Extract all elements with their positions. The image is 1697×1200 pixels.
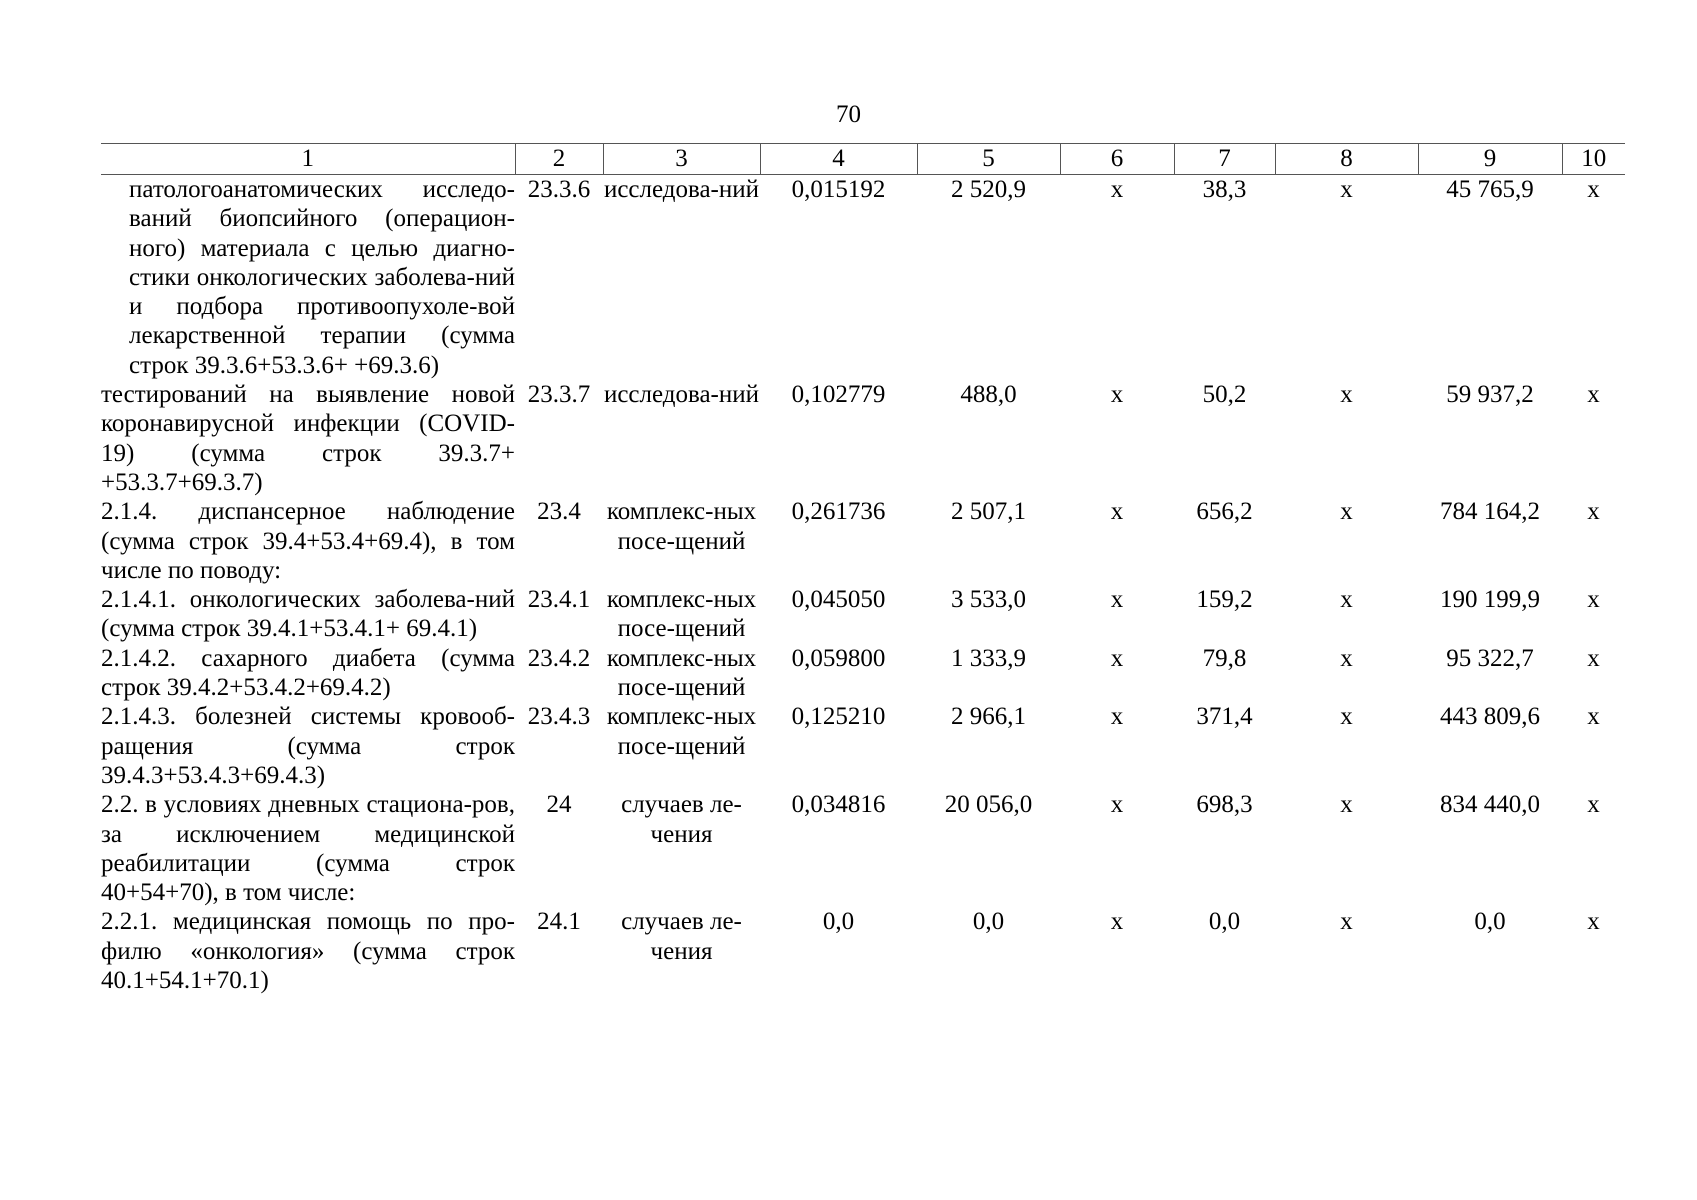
- table-row: [101, 175, 1625, 381]
- row-code: 23.4.1: [527, 586, 591, 614]
- row-name: 2.1.4.3. болезней системы кровооб-ращения (сумма строк 39.4.3+53.4.3+69.4.3): [101, 703, 515, 789]
- column-header: 3: [603, 144, 760, 175]
- cell-col6: х: [1110, 791, 1124, 819]
- table-row: [101, 497, 1625, 585]
- cell-col10: х: [1587, 791, 1600, 819]
- row-unit: комплекс-ных посе-щений: [606, 644, 757, 702]
- column-header: 10: [1562, 144, 1625, 175]
- row-code: 23.3.7: [527, 381, 591, 409]
- cell-col9: 834 440,0: [1440, 791, 1540, 819]
- cell-col6: х: [1110, 498, 1124, 526]
- row-code: 23.4.3: [527, 703, 591, 731]
- row-code: 24: [546, 791, 572, 819]
- row-unit: исследова-ний: [603, 381, 760, 409]
- cell-col8: х: [1340, 176, 1353, 203]
- table-row: [101, 907, 1625, 995]
- cell-col6: х: [1110, 644, 1124, 672]
- cell-col7: 0,0: [1208, 908, 1241, 936]
- column-header: 6: [1060, 144, 1174, 175]
- cell-col5: 1 333,9: [951, 644, 1026, 672]
- row-code: 24.1: [537, 908, 581, 936]
- cell-col8: х: [1340, 381, 1353, 409]
- row-code: 23.4: [537, 498, 581, 526]
- cell-col10: х: [1587, 176, 1600, 203]
- cell-col8: х: [1340, 791, 1353, 819]
- cell-col6: х: [1110, 586, 1124, 614]
- cell-col7: 38,3: [1202, 176, 1247, 203]
- column-header: 8: [1275, 144, 1418, 175]
- row-unit: комплекс-ных посе-щений: [606, 703, 757, 760]
- table-row: [101, 790, 1625, 907]
- page-number: 70: [836, 101, 861, 128]
- cell-col10: х: [1587, 908, 1600, 936]
- cell-col10: х: [1587, 498, 1600, 526]
- row-name: патологоанатомических исследо-ваний биопсийного (операцион-ного) материала с целью диагно-стики онкологических заболева-ний и подбора противоопухоле-вой лекарственной терапии (сумма строк 39.3.6+53.3.6+ +69.3.6): [129, 176, 515, 379]
- cell-col8: х: [1340, 703, 1353, 731]
- row-unit: случаев ле-чения: [621, 791, 742, 848]
- cell-col10: х: [1587, 644, 1600, 672]
- cell-col7: 50,2: [1202, 381, 1247, 409]
- cell-col7: 79,8: [1202, 644, 1247, 672]
- cell-col4: 0,034816: [791, 791, 886, 819]
- cell-col10: х: [1587, 703, 1600, 731]
- cell-col7: 698,3: [1196, 791, 1253, 819]
- cell-col8: х: [1340, 908, 1353, 936]
- cell-col9: 95 322,7: [1446, 644, 1534, 672]
- cell-col5: 2 966,1: [951, 703, 1026, 731]
- row-name: 2.2.1. медицинская помощь по про-филю «онкология» (сумма строк 40.1+54.1+70.1): [101, 908, 515, 995]
- cell-col7: 656,2: [1196, 498, 1253, 526]
- row-name: 2.1.4. диспансерное наблюдение (сумма строк 39.4+53.4+69.4), в том числе по поводу:: [101, 498, 515, 584]
- table-row: [101, 644, 1625, 703]
- row-unit: исследова-ний: [603, 176, 760, 203]
- cell-col10: х: [1587, 586, 1600, 614]
- column-header: 4: [760, 144, 917, 175]
- cell-col6: х: [1110, 908, 1124, 936]
- column-header: 9: [1418, 144, 1562, 175]
- cell-col4: 0,059800: [791, 644, 886, 672]
- row-name: тестирований на выявление новой коронавирусной инфекции (COVID-19) (сумма строк 39.3.7+ +53.3.7+69.3.7): [101, 381, 515, 496]
- cell-col5: 20 056,0: [944, 791, 1033, 819]
- cell-col4: 0,045050: [791, 586, 886, 614]
- row-unit: случаев ле-чения: [621, 908, 742, 965]
- cell-col9: 784 164,2: [1440, 498, 1540, 526]
- data-table: [101, 143, 1625, 995]
- row-code: 23.4.2: [527, 644, 591, 672]
- cell-col9: 190 199,9: [1440, 586, 1540, 614]
- cell-col4: 0,102779: [791, 381, 886, 409]
- table-row: [101, 380, 1625, 497]
- column-header: 5: [917, 144, 1060, 175]
- column-header: 2: [515, 144, 603, 175]
- cell-col4: 0,125210: [791, 703, 886, 731]
- cell-col7: 159,2: [1196, 586, 1253, 614]
- row-code: 23.3.6: [527, 176, 591, 203]
- row-unit: комплекс-ных посе-щений: [606, 498, 757, 555]
- cell-col8: х: [1340, 644, 1353, 672]
- cell-col6: х: [1110, 381, 1124, 409]
- column-number-row: [101, 144, 1625, 175]
- cell-col5: 2 507,1: [951, 498, 1026, 526]
- row-name: 2.1.4.1. онкологических заболева-ний (сумма строк 39.4.1+53.4.1+ 69.4.1): [101, 586, 515, 643]
- cell-col5: 0,0: [972, 908, 1005, 936]
- cell-col5: 3 533,0: [951, 586, 1026, 614]
- row-name: 2.2. в условиях дневных стациона-ров, за исключением медицинской реабилитации (сумма строк 40+54+70), в том числе:: [101, 791, 515, 907]
- cell-col5: 2 520,9: [951, 176, 1026, 203]
- cell-col6: х: [1110, 176, 1124, 203]
- cell-col4: 0,261736: [791, 498, 886, 526]
- cell-col9: 45 765,9: [1446, 176, 1534, 203]
- column-header: 7: [1174, 144, 1275, 175]
- cell-col4: 0,015192: [791, 176, 886, 203]
- cell-col4: 0,0: [822, 908, 855, 936]
- cell-col10: х: [1587, 381, 1600, 409]
- cell-col7: 371,4: [1196, 703, 1253, 731]
- column-header: 1: [101, 144, 515, 175]
- cell-col9: 0,0: [1474, 908, 1506, 936]
- row-name: 2.1.4.2. сахарного диабета (сумма строк 39.4.2+53.4.2+69.4.2): [101, 644, 515, 702]
- row-unit: комплекс-ных посе-щений: [606, 586, 757, 643]
- cell-col9: 443 809,6: [1440, 703, 1540, 731]
- cell-col5: 488,0: [960, 381, 1017, 409]
- cell-col8: х: [1340, 586, 1353, 614]
- cell-col8: х: [1340, 498, 1353, 526]
- cell-col6: х: [1110, 703, 1124, 731]
- table-row: [101, 585, 1625, 644]
- table-row: [101, 702, 1625, 790]
- cell-col9: 59 937,2: [1446, 381, 1534, 409]
